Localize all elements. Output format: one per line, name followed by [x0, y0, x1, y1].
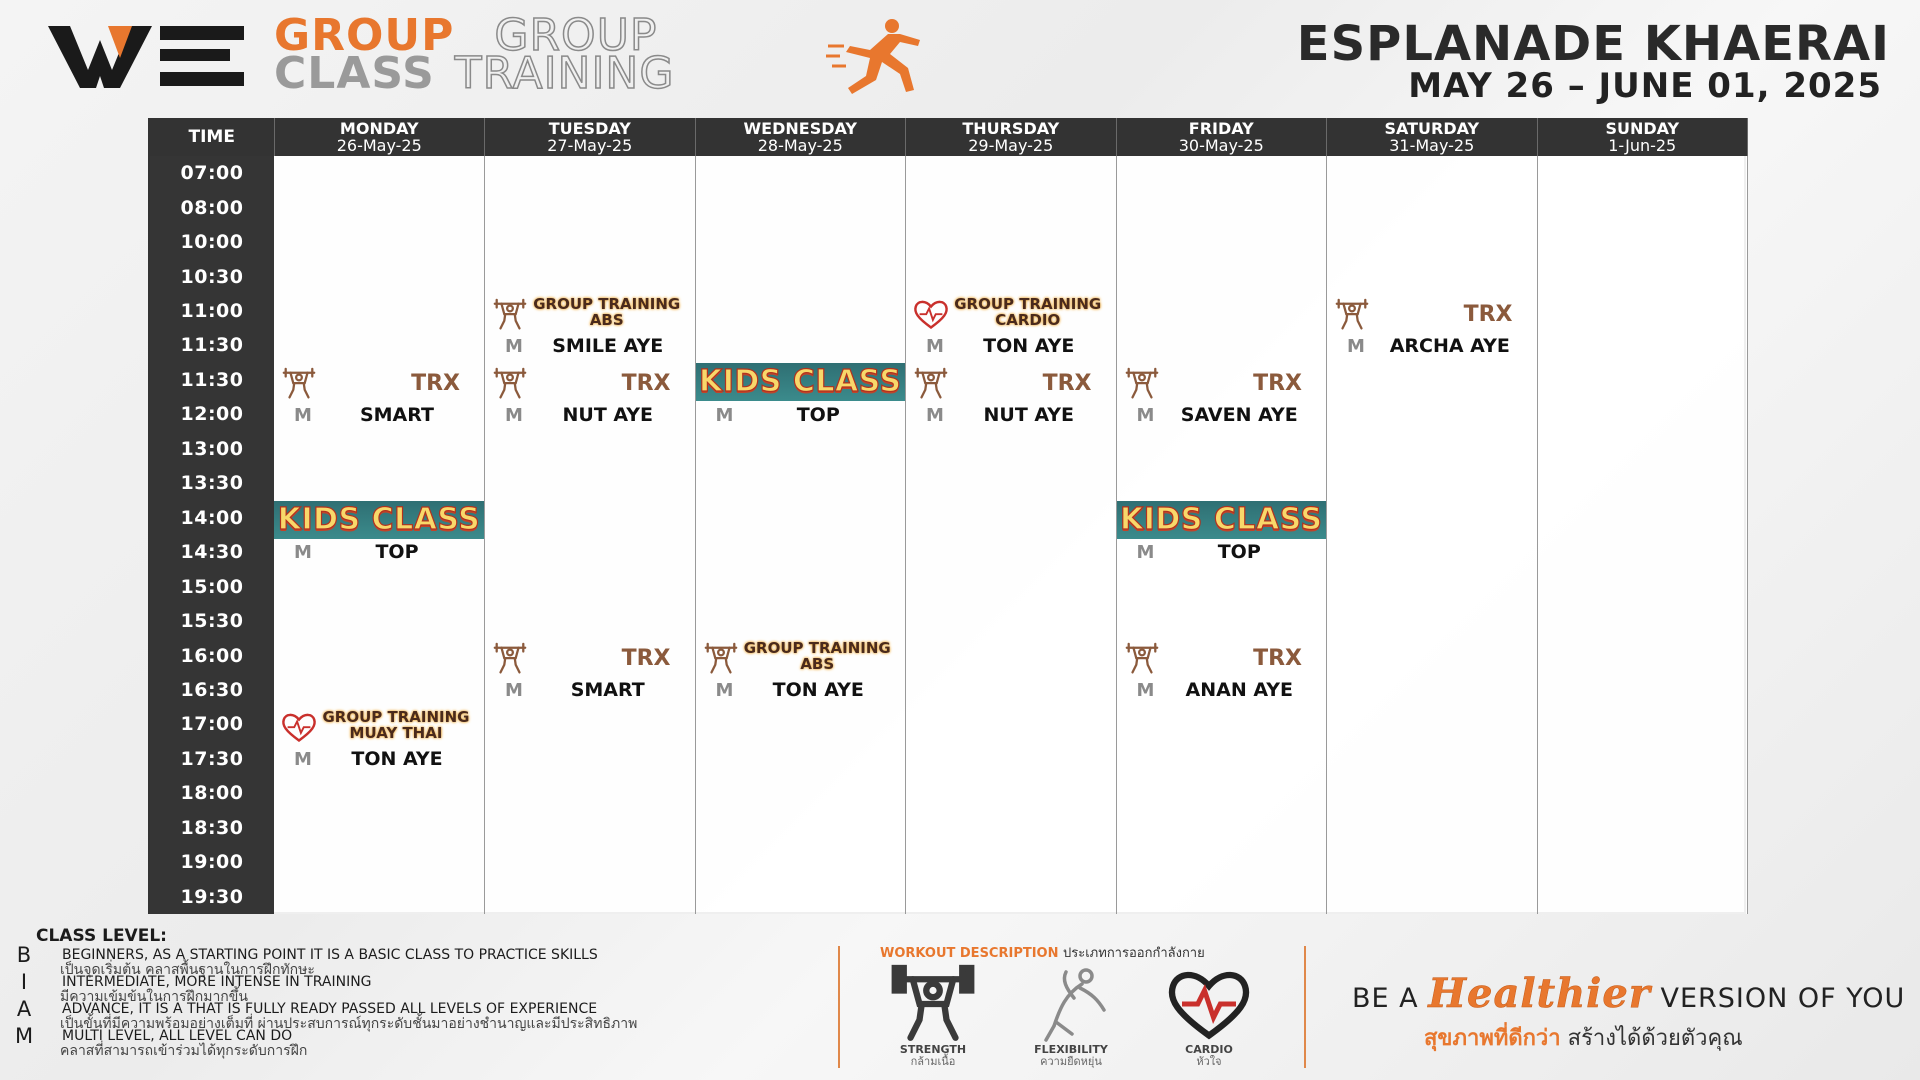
strength-icon	[1333, 298, 1371, 330]
day-header	[274, 118, 485, 156]
time-label: 11:30	[150, 363, 274, 397]
schedule-cell	[274, 156, 485, 225]
schedule-table	[150, 118, 1748, 914]
coach-name: TON AYE	[983, 334, 1075, 357]
schedule-cell	[1327, 156, 1538, 225]
class-entry[interactable]	[696, 638, 906, 707]
class-entry[interactable]	[906, 363, 1116, 432]
schedule-cell	[274, 776, 485, 845]
schedule-cell	[485, 363, 696, 432]
schedule-row	[150, 638, 1748, 672]
coach-name: TON AYE	[351, 748, 443, 771]
schedule-cell	[695, 638, 906, 707]
schedule-cell	[1327, 363, 1538, 432]
schedule-cell	[695, 501, 906, 570]
coach-name: SMART	[359, 403, 435, 426]
workout-label	[873, 1044, 993, 1068]
schedule-cell	[1327, 707, 1538, 776]
class-title: KIDS CLASS	[1119, 502, 1323, 538]
class-title: TRX	[1042, 370, 1092, 396]
class-level: M	[1136, 542, 1155, 564]
schedule-cell	[274, 707, 485, 776]
day-name: MONDAY	[339, 119, 419, 138]
level-description-th: เป็นจุดเริ่มต้น คลาสพื้นฐานในการฝึกทักษะ	[60, 962, 315, 978]
schedule-cell	[485, 845, 696, 914]
time-label: 14:00	[150, 501, 274, 535]
class-title: TRX	[1463, 301, 1513, 327]
schedule-cell	[906, 638, 1117, 707]
cardio-icon	[1164, 964, 1254, 1044]
schedule-cell	[274, 569, 485, 638]
time-label: 16:00	[150, 638, 274, 672]
schedule-cell	[1327, 845, 1538, 914]
day-name: SUNDAY	[1605, 119, 1680, 138]
schedule-row	[150, 845, 1748, 879]
title-training: TRAINING	[454, 48, 675, 99]
class-entry[interactable]	[485, 294, 695, 363]
schedule-cell	[1537, 638, 1748, 707]
class-subtitle: MUAY THAI	[349, 724, 443, 743]
class-level: M	[294, 404, 312, 426]
schedule-cell	[274, 845, 485, 914]
schedule-cell	[1327, 225, 1538, 294]
time-label: 18:00	[150, 776, 274, 810]
schedule-cell	[695, 707, 906, 776]
schedule-cell	[1116, 638, 1327, 707]
title-group-outline: GROUP	[494, 10, 658, 61]
schedule-cell	[1537, 363, 1748, 432]
class-subtitle: ABS	[589, 310, 624, 329]
slogan-script: Healthier	[1428, 970, 1651, 1017]
schedule-cell	[1537, 707, 1748, 776]
schedule-cell	[485, 638, 696, 707]
class-level: M	[505, 335, 523, 357]
schedule-header-row	[150, 118, 1748, 156]
class-title: TRX	[1253, 370, 1302, 396]
schedule-cell	[906, 225, 1117, 294]
class-level: M	[505, 680, 523, 702]
time-label: 13:00	[150, 432, 274, 466]
schedule-cell	[1327, 432, 1538, 501]
day-date: 28-May-25	[757, 136, 843, 155]
coach-name: SMART	[570, 679, 645, 702]
schedule-cell	[274, 294, 485, 363]
class-title: TRX	[621, 646, 671, 672]
runner-icon	[826, 16, 926, 96]
day-header	[1537, 118, 1748, 156]
brand-title	[274, 10, 675, 99]
time-label: 13:30	[150, 466, 274, 500]
day-date: 31-May-25	[1389, 136, 1475, 155]
schedule-cell	[906, 707, 1117, 776]
schedule-cell	[485, 225, 696, 294]
we-logo	[48, 18, 248, 90]
schedule-row	[150, 569, 1748, 603]
schedule-cell	[274, 363, 485, 432]
day-header	[1327, 118, 1538, 156]
time-label: 16:30	[150, 673, 274, 707]
coach-name: TOP	[796, 403, 840, 426]
class-title: KIDS CLASS	[698, 364, 902, 400]
level-description-th: เป็นขั้นที่มีความพร้อมอย่างเต็มที่ ผ่านประสบการณ์ทุกระดับชั้นมาอย่างชำนาญและมีประสิทธิภาพ	[60, 1016, 638, 1032]
class-entry[interactable]	[485, 363, 695, 432]
schedule-cell	[1116, 707, 1327, 776]
strength-icon	[491, 642, 529, 674]
schedule-cell	[695, 432, 906, 501]
kids-class-banner	[274, 501, 484, 539]
strength-icon	[912, 367, 950, 399]
workout-label-th: หัวใจ	[1196, 1055, 1222, 1068]
class-entry[interactable]	[274, 707, 484, 776]
schedule-cell	[1116, 776, 1327, 845]
schedule-cell	[906, 845, 1117, 914]
footer-divider	[838, 946, 840, 1068]
time-label: 08:00	[150, 190, 274, 224]
level-letter: M	[14, 1024, 34, 1048]
class-subtitle: ABS	[800, 655, 835, 674]
day-date: 30-May-25	[1178, 136, 1264, 155]
day-header	[485, 118, 696, 156]
schedule-cell	[695, 225, 906, 294]
workout-description-en: WORKOUT DESCRIPTION	[880, 946, 1059, 961]
schedule-cell	[1537, 845, 1748, 914]
time-column-header: TIME	[150, 118, 274, 156]
level-description-en: MULTI LEVEL, ALL LEVEL CAN DO	[62, 1028, 293, 1044]
workout-label-en: STRENGTH	[899, 1043, 967, 1056]
schedule-cell	[906, 156, 1117, 225]
day-name: WEDNESDAY	[743, 119, 857, 138]
kids-class-banner	[1117, 501, 1327, 539]
time-label: 19:30	[150, 880, 274, 914]
schedule-cell	[1537, 294, 1748, 363]
class-title	[310, 709, 482, 741]
venue-title: ESPLANADE KHAERAI	[1296, 16, 1890, 72]
schedule-cell	[1327, 776, 1538, 845]
class-subtitle: CARDIO	[995, 310, 1061, 329]
schedule-cell	[1537, 776, 1748, 845]
class-level: M	[294, 749, 312, 771]
coach-name: TON AYE	[772, 679, 864, 702]
class-level: M	[1136, 404, 1155, 426]
class-entry[interactable]	[485, 638, 695, 707]
slogan-thai-a: สุขภาพที่ดีกว่า	[1424, 1026, 1561, 1051]
schedule-cell	[1537, 501, 1748, 570]
slogan-post: VERSION OF YOU	[1660, 983, 1906, 1014]
schedule-grid	[148, 118, 1746, 914]
class-title	[942, 296, 1114, 328]
class-title	[732, 640, 904, 672]
schedule-cell	[1537, 569, 1748, 638]
time-label: 10:00	[150, 225, 274, 259]
coach-name: NUT AYE	[983, 403, 1075, 426]
date-range: MAY 26 – JUNE 01, 2025	[1408, 66, 1882, 106]
class-entry[interactable]	[1117, 638, 1327, 707]
schedule-cell	[906, 432, 1117, 501]
level-description-en: ADVANCE, IT IS A THAT IS FULLY READY PASSED ALL LEVELS OF EXPERIENCE	[62, 1001, 598, 1017]
class-level-title: CLASS LEVEL:	[36, 926, 167, 946]
schedule-cell	[1327, 638, 1538, 707]
schedule-cell	[274, 225, 485, 294]
workout-label-en: FLEXIBILITY	[1034, 1043, 1108, 1056]
workout-description-th: ประเภทการออกกำลังกาย	[1063, 946, 1205, 961]
schedule-cell	[1116, 569, 1327, 638]
class-title-main: GROUP TRAINING	[743, 639, 891, 658]
coach-name: SAVEN AYE	[1180, 403, 1298, 426]
class-entry[interactable]	[274, 363, 484, 432]
day-name: SATURDAY	[1384, 119, 1480, 138]
slogan-thai-b: สร้างได้ด้วยตัวคุณ	[1567, 1026, 1743, 1051]
footer-divider	[1304, 946, 1306, 1068]
level-letter: I	[20, 970, 28, 994]
schedule-cell	[485, 707, 696, 776]
level-description-th: มีความเข้มข้นในการฝึกมากขึ้น	[60, 989, 248, 1005]
class-entry[interactable]	[906, 294, 1116, 363]
schedule-cell	[1116, 225, 1327, 294]
class-level: M	[715, 404, 734, 426]
schedule-row	[150, 363, 1748, 397]
time-label: 14:30	[150, 535, 274, 569]
class-title-main: GROUP TRAINING	[533, 294, 681, 313]
workout-label-th: ความยืดหยุ่น	[1040, 1055, 1102, 1068]
workout-label-en: CARDIO	[1185, 1043, 1233, 1056]
schedule-cell	[695, 845, 906, 914]
day-name: TUESDAY	[548, 119, 631, 138]
time-label: 15:30	[150, 604, 274, 638]
schedule-cell	[485, 501, 696, 570]
class-level: M	[505, 404, 523, 426]
time-label: 19:00	[150, 845, 274, 879]
schedule-cell	[1327, 294, 1538, 363]
day-header	[695, 118, 906, 156]
schedule-cell	[1327, 569, 1538, 638]
day-name: FRIDAY	[1188, 119, 1254, 138]
time-label: 12:00	[150, 397, 274, 431]
day-header	[1116, 118, 1327, 156]
class-level: M	[1136, 680, 1155, 702]
schedule-cell	[906, 569, 1117, 638]
class-title: TRX	[411, 370, 460, 396]
time-label: 11:30	[150, 328, 274, 362]
class-level: M	[294, 542, 312, 564]
schedule-cell	[695, 569, 906, 638]
schedule-cell	[695, 156, 906, 225]
schedule-row	[150, 294, 1748, 328]
schedule-cell	[1116, 294, 1327, 363]
strength-icon	[1123, 367, 1161, 399]
schedule-cell	[1116, 845, 1327, 914]
class-title: TRX	[621, 370, 671, 396]
schedule-row	[150, 776, 1748, 810]
day-date: 1-Jun-25	[1608, 136, 1677, 155]
schedule-cell	[1116, 432, 1327, 501]
time-label: 10:30	[150, 259, 274, 293]
schedule-cell	[1537, 432, 1748, 501]
class-entry[interactable]	[696, 363, 906, 432]
coach-name: TOP	[375, 541, 419, 564]
workout-label	[1011, 1044, 1131, 1068]
coach-name: SMILE AYE	[552, 334, 664, 357]
schedule-cell	[1116, 501, 1327, 570]
class-title: TRX	[1253, 646, 1302, 672]
day-name: THURSDAY	[962, 119, 1060, 138]
workout-description-title	[880, 942, 1205, 963]
strength-icon	[888, 964, 978, 1044]
class-title-main: GROUP TRAINING	[954, 294, 1102, 313]
schedule-cell	[485, 156, 696, 225]
schedule-row	[150, 225, 1748, 259]
schedule-cell	[274, 432, 485, 501]
schedule-cell	[695, 294, 906, 363]
schedule-row	[150, 501, 1748, 535]
schedule-cell	[485, 294, 696, 363]
schedule-cell	[1537, 156, 1748, 225]
class-entry[interactable]	[1117, 363, 1327, 432]
class-title: KIDS CLASS	[277, 502, 481, 538]
schedule-cell	[906, 776, 1117, 845]
schedule-cell	[1116, 363, 1327, 432]
day-date: 26-May-25	[336, 136, 422, 155]
class-level: M	[1347, 335, 1365, 357]
time-label: 17:30	[150, 742, 274, 776]
schedule-cell	[695, 363, 906, 432]
coach-name: NUT AYE	[562, 403, 654, 426]
time-label: 07:00	[150, 156, 274, 190]
schedule-row	[150, 707, 1748, 741]
coach-name: TOP	[1217, 541, 1261, 564]
schedule-cell	[485, 569, 696, 638]
class-title-main: GROUP TRAINING	[322, 708, 470, 727]
time-label: 18:30	[150, 811, 274, 845]
schedule-cell	[906, 501, 1117, 570]
schedule-cell	[1116, 156, 1327, 225]
slogan	[1352, 970, 1905, 1017]
class-entry[interactable]	[1327, 294, 1537, 363]
schedule-cell	[906, 294, 1117, 363]
workout-label	[1149, 1044, 1269, 1068]
schedule-cell	[1327, 501, 1538, 570]
schedule-cell	[906, 363, 1117, 432]
coach-name: ANAN AYE	[1185, 679, 1293, 702]
title-class: CLASS	[274, 48, 435, 99]
time-label: 15:00	[150, 569, 274, 603]
header	[0, 0, 1920, 110]
slogan-thai	[1424, 1020, 1743, 1055]
schedule-cell	[1537, 225, 1748, 294]
level-description-th: คลาสที่สามารถเข้าร่วมได้ทุกระดับการฝึก	[60, 1043, 308, 1059]
time-label: 11:00	[150, 294, 274, 328]
schedule-cell	[274, 638, 485, 707]
day-date: 27-May-25	[547, 136, 633, 155]
schedule-row	[150, 432, 1748, 466]
strength-icon	[1123, 642, 1161, 674]
class-level: M	[926, 404, 944, 426]
strength-icon	[280, 367, 318, 399]
title-group: GROUP	[274, 10, 455, 61]
flexibility-icon	[1026, 964, 1116, 1044]
day-date: 29-May-25	[968, 136, 1054, 155]
coach-name: ARCHA AYE	[1389, 334, 1510, 357]
class-entry[interactable]	[274, 501, 484, 570]
schedule-cell	[485, 776, 696, 845]
schedule-cell	[695, 776, 906, 845]
slogan-pre: BE A	[1352, 983, 1419, 1014]
class-entry[interactable]	[1117, 501, 1327, 570]
level-letter: B	[16, 943, 32, 967]
kids-class-banner	[696, 363, 906, 401]
day-header	[906, 118, 1117, 156]
class-level: M	[926, 335, 944, 357]
schedule-cell	[485, 432, 696, 501]
level-letter: A	[16, 997, 32, 1021]
time-label: 17:00	[150, 707, 274, 741]
level-description-en: INTERMEDIATE, MORE INTENSE IN TRAINING	[62, 974, 372, 990]
schedule-cell	[274, 501, 485, 570]
class-level: M	[715, 680, 734, 702]
level-description-en: BEGINNERS, AS A STARTING POINT IT IS A BASIC CLASS TO PRACTICE SKILLS	[62, 947, 598, 963]
workout-label-th: กล้ามเนื้อ	[910, 1055, 956, 1068]
strength-icon	[491, 367, 529, 399]
schedule-row	[150, 156, 1748, 190]
class-title	[521, 296, 693, 328]
